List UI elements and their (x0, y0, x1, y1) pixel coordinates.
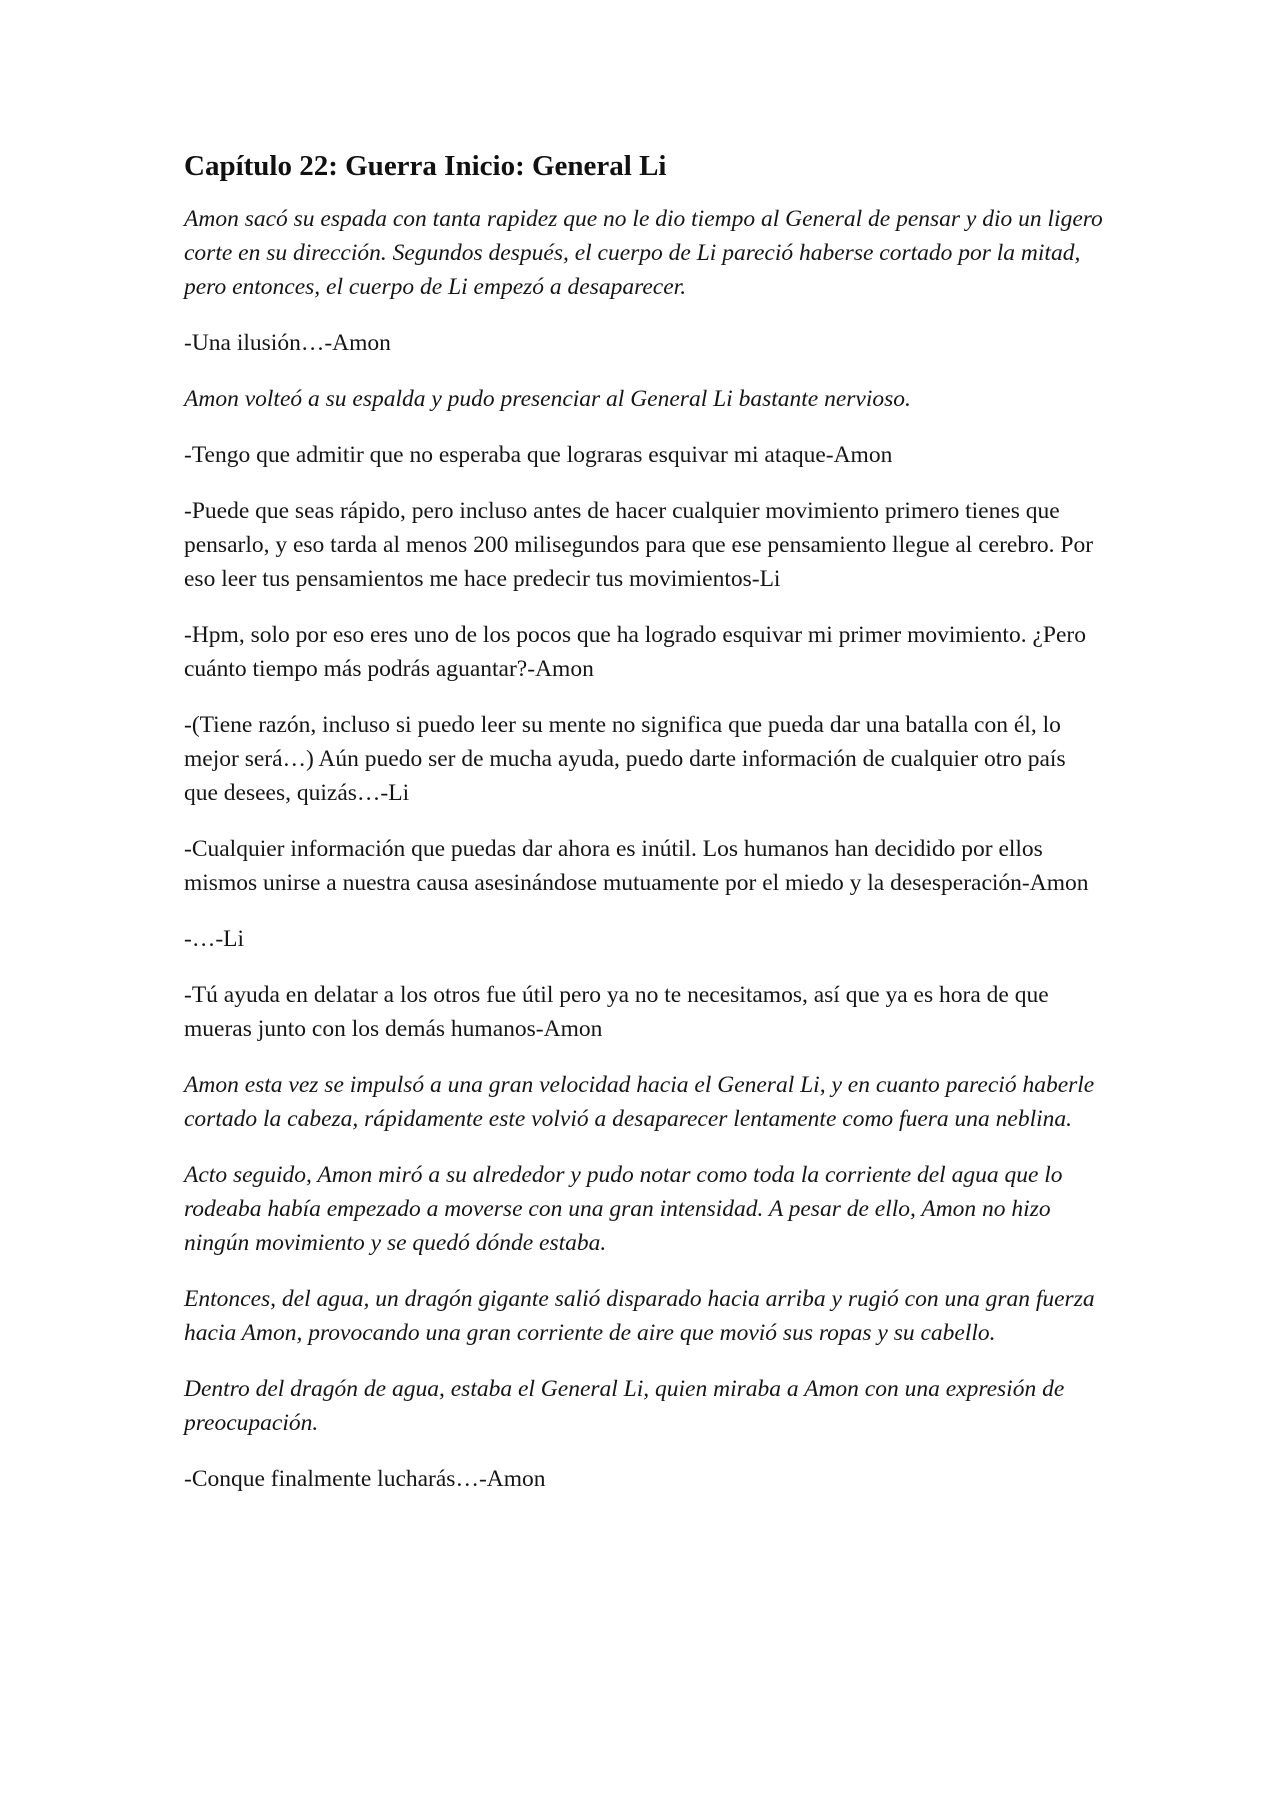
paragraph-dialogue: -Puede que seas rápido, pero incluso antes de hacer cualquier movimiento primero tienes que pensarlo, y eso tarda al menos 200 milisegundos para que ese pensamiento llegue al cerebro. Por eso leer tus pensamientos me hace predecir tus movimientos-Li (184, 498, 1094, 592)
paragraph-narration: Amon sacó su espada con tanta rapidez que no le dio tiempo al General de pensar y dio un ligero corte en su dirección. Segundos después, el cuerpo de Li pareció haberse cortado por la mitad, pero entonces, el cuerpo de Li empezó a desaparecer. (184, 206, 1103, 300)
chapter-title: Capítulo 22: Guerra Inicio: General Li (184, 150, 667, 182)
paragraph-dialogue: -Cualquier información que puedas dar ahora es inútil. Los humanos han decidido por ellos mismos unirse a nuestra causa asesinándose mutuamente por el miedo y la desesperación-Amon (184, 836, 1089, 896)
paragraph-narration: Amon esta vez se impulsó a una gran velocidad hacia el General Li, y en cuanto pareció haberle cortado la cabeza, rápidamente este volvió a desaparecer lentamente como fuera una neblina. (184, 1072, 1095, 1132)
paragraph-dialogue: -Una ilusión…-Amon (184, 330, 391, 356)
paragraph-dialogue: -…-Li (184, 926, 245, 952)
paragraph-dialogue: -(Tiene razón, incluso si puedo leer su mente no significa que pueda dar una batalla con él, lo mejor será…) Aún puedo ser de mucha ayuda, puedo darte información de cualquier otro país que desees, quizás…-Li (184, 712, 1066, 806)
paragraph-narration: Amon volteó a su espalda y pudo presenciar al General Li bastante nervioso. (184, 386, 911, 412)
paragraph-dialogue: -Tú ayuda en delatar a los otros fue útil pero ya no te necesitamos, así que ya es hora de que mueras junto con los demás humanos-Amon (184, 982, 1049, 1042)
paragraph-narration: Acto seguido, Amon miró a su alrededor y pudo notar como toda la corriente del agua que lo rodeaba había empezado a moverse con una gran intensidad. A pesar de ello, Amon no hizo ningún movimiento y se quedó dónde estaba. (184, 1162, 1063, 1256)
paragraph-narration: Entonces, del agua, un dragón gigante salió disparado hacia arriba y rugió con una gran fuerza hacia Amon, provocando una gran corriente de aire que movió sus ropas y su cabello. (184, 1286, 1095, 1346)
paragraph-dialogue: -Conque finalmente lucharás…-Amon (184, 1466, 546, 1492)
paragraph-dialogue: -Hpm, solo por eso eres uno de los pocos que ha logrado esquivar mi primer movimiento. ¿Pero cuánto tiempo más podrás aguantar?-Amon (184, 622, 1086, 682)
paragraph-narration: Dentro del dragón de agua, estaba el General Li, quien miraba a Amon con una expresión de preocupación. (184, 1376, 1065, 1436)
document-body (184, 148, 1104, 1518)
paragraph-dialogue: -Tengo que admitir que no esperaba que lograras esquivar mi ataque-Amon (184, 442, 893, 468)
